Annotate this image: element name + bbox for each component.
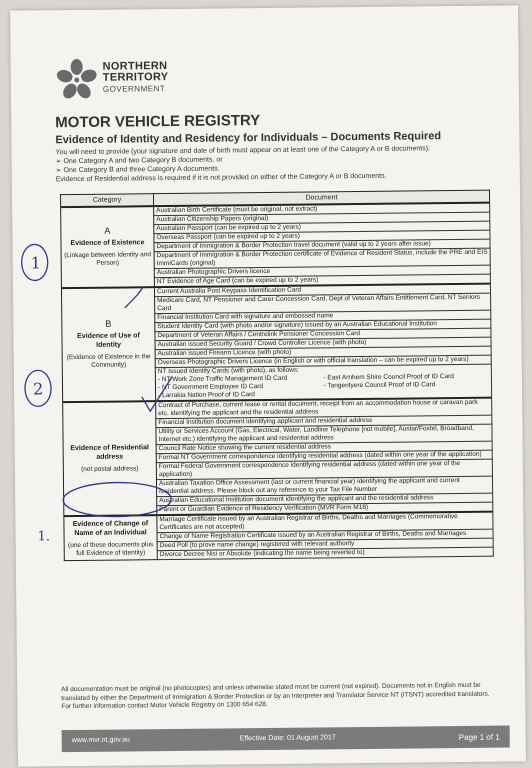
nt-id-heading: NT Issued Identity Cards (with photo), as follows: (157, 366, 300, 376)
table-row: Overseas Photographic Drivers Licence (in English or with official translation – can be expired up to 2 years) (155, 355, 491, 368)
table-row: Parent or Guardian Evidence of Residency Verification (MVR Form M18) (157, 502, 493, 515)
category-b-note: (Evidence of Existence in the Community) (66, 353, 151, 369)
table-row: Overseas Passport (can be expired up to 2 years) (154, 230, 490, 243)
intro-residential: Evidence of Residential address is required if it is not provided on either of the Category A or B documents. (55, 172, 387, 184)
table-row: Australian Birth Certificate (must be original, not extract) (154, 203, 490, 216)
intro-option-2: ➢ One Category B and three Category A documents. (55, 165, 220, 175)
table-row: Contract of Purchase, current lease or rental document, receipt from an accommodation house or caravan park etc. identifying the applicant and the residential address (156, 398, 492, 419)
handwritten-mark-3: 1. (37, 529, 51, 545)
category-change-of-name-note: (one of these documents plus full Evidence of Identity) (67, 540, 154, 557)
category-a-letter: A (104, 225, 111, 236)
document-page (10, 5, 526, 766)
nt-id-item: - NT Government Employee ID Card (157, 383, 264, 392)
table-row: Australian Photographic Drivers licence (154, 265, 490, 278)
table-row: Australian Passport (can be expired up to 2 years) (154, 221, 490, 234)
logo-line-3: GOVERNMENT (102, 84, 166, 94)
page-subtitle: Evidence of Identity and Residency for Individuals – Documents Required (55, 130, 442, 147)
table-row: Australian Taxation Office Assessment (last or current financial year) identifying the applicant and current residential address. Please block out any reference to your Tax File Number (156, 476, 492, 497)
page-title: MOTOR VEHICLE REGISTRY (55, 112, 261, 132)
handwritten-mark-2: 2 (32, 379, 44, 399)
table-row: Australian issued Security Guard / Crowd Controller Licence (with photo) (155, 337, 491, 350)
nt-id-item: - Tangentyere Council Proof of ID Card (323, 381, 436, 390)
table-row: NT Evidence of Age Card (can be expired up to 2 years) (154, 274, 490, 287)
category-change-of-name-name: Evidence of Change of Name of an Individual (72, 519, 149, 537)
table-row: Utility or Services Account (Gas, Electrical, Water, Landline Telephone [not mobile], Austar/Foxtel, Broadband, Internet etc.) identifying the applicant and residential address (156, 424, 492, 445)
footer-page-number: Page 1 of 1 (458, 732, 500, 743)
table-row: Formal Federal Government correspondence identifying residential address (dated within one year of the application) (156, 459, 492, 480)
table-row: Financial Institution document identifying applicant and residential address (156, 415, 492, 428)
category-residential-note: (not postal address) (81, 465, 139, 473)
table-row: Medicare Card, NT Pensioner and Carer Concession Card, Dept of Veteran Affairs Entitlement Card, NT Seniors Card (155, 293, 491, 314)
category-b-letter: B (105, 318, 112, 329)
category-residential-name: Evidence of Residential address (70, 444, 149, 461)
table-row: Change of Name Registration Certificate issued by an Australian Registrar of Births, Deaths and Marriages (157, 529, 493, 542)
category-a-note: (Linkage between Identity and Person) (64, 251, 152, 267)
intro-lead: You will need to provide (your signature and date of birth must appear on at least one of the Category A or B documents): (55, 145, 431, 157)
handwritten-tick (142, 377, 172, 411)
table-row: Marriage Certificate issued by an Australian Registrar of Births, Deaths and Marriages (Commemorative Certificates are not accepted) (157, 512, 493, 533)
footer-website: www.mvr.nt.gov.au (71, 736, 130, 745)
footnote: All documentation must be original (no photocopies) and unless otherwise stated must be current (not expired). Documents not in English must be translated by either the Department of Immigration & Border Protection or by an Interpreter and Translator Service NT (ITSNT) accredited translators. For further information contact Motor Vehicle Registry on 1300 654 628. (61, 681, 490, 711)
intro-option-1: ➢ One Category A and two Category B documents, or (55, 156, 223, 166)
header-document: Document (153, 190, 489, 206)
table-row: Divorce Decree Nisi or Absolute (indicating the name being reverted to) (157, 547, 493, 560)
handwritten-stroke (125, 287, 143, 307)
table-row: Australian Educational Institution document identifying the applicant and the residential address (157, 493, 493, 506)
table-row: Formal NT Government correspondence identifying residential address (dated within one year of the application) (156, 450, 492, 463)
table-row: Department of Immigration & Border Protection certificate of Evidence of Resident Status, include the PRE and EIS ImmiCards (original) (154, 248, 490, 269)
handwritten-mark-1: 1 (30, 253, 41, 273)
table-row: Department of Immigration & Border Protection travel document (valid up to 2 years after issue) (154, 239, 490, 252)
table-row: Australian Citizenship Papers (original) (154, 212, 490, 225)
logo-line-2: TERRITORY (102, 71, 169, 84)
category-b-name: Evidence of Use of Identity (77, 332, 140, 349)
table-row: Deed Poll (to prove name change) registered with relevant authority (157, 538, 493, 551)
category-a-name: Evidence of Existence (70, 239, 145, 248)
handwritten-circle-residential (63, 482, 171, 517)
handwritten-annotations (10, 5, 526, 766)
nt-id-item: - NT Work Zone Traffic Management ID Card (157, 374, 288, 384)
table-row: Council Rate Notice showing the current residential address (156, 441, 492, 454)
table-row: Current Australia Post Keypass Identification Card (154, 284, 490, 297)
nt-id-item: - East Arnhem Shire Council Proof of ID Card (323, 373, 454, 382)
nt-id-item: - Larrakia Nation Proof of ID Card (158, 391, 255, 400)
table-row: Student Identity Card (with photo and/or signature) issued by an Australian Educational Institution (155, 319, 491, 332)
header-category: Category (60, 194, 153, 207)
table-row: Financial Institution Card with signature and embossed name (155, 310, 491, 323)
table-row: Department of Veteran Affairs / Centrelink Pensioner Concession Card (155, 328, 491, 341)
table-row: Australian issued Firearm Licence (with photo) (155, 346, 491, 359)
footer-effective-date: Effective Date: 01 August 2017 (239, 734, 336, 743)
logo-line-1: NORTHERN (102, 60, 168, 73)
